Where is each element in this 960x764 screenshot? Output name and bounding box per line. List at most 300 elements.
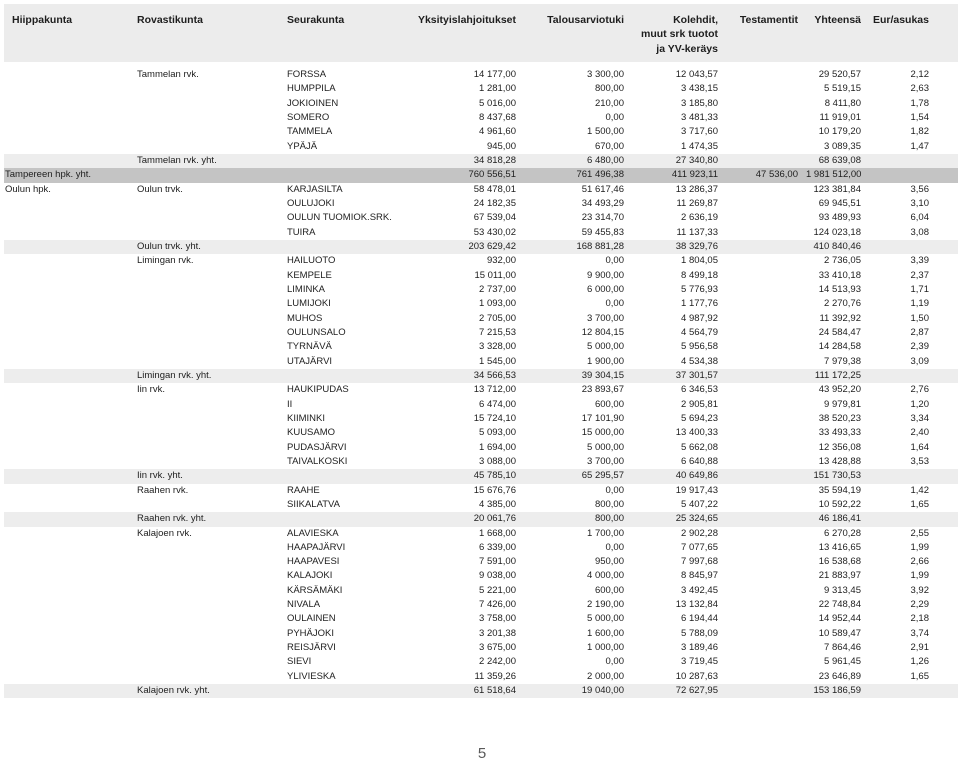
talousarviotuki-cell: 168 881,28 [576, 240, 624, 252]
yhteensa-cell: 2 736,05 [824, 255, 861, 267]
yksityislahjoitukset-cell: 3 088,00 [479, 455, 516, 467]
yhteensa-cell: 10 592,22 [818, 498, 861, 510]
talousarviotuki-cell: 600,00 [594, 584, 624, 596]
talousarviotuki-cell: 23 314,70 [581, 212, 624, 224]
eur-asukas-cell: 3,34 [910, 412, 929, 424]
talousarviotuki-cell: 800,00 [594, 498, 624, 510]
talousarviotuki-cell: 1 700,00 [587, 527, 624, 539]
parish-row [4, 211, 958, 225]
rovastikunta-cell: Tammelan rvk. yht. [137, 154, 217, 166]
kolehdit-cell: 3 189,46 [681, 642, 718, 654]
kolehdit-cell: 2 905,81 [681, 398, 718, 410]
yksityislahjoitukset-cell: 4 385,00 [479, 498, 516, 510]
talousarviotuki-cell: 5 000,00 [587, 441, 624, 453]
eur-asukas-cell: 1,78 [910, 97, 929, 109]
rovastikunta-cell: Iin rvk. yht. [137, 470, 183, 482]
testamentit-cell: 47 536,00 [755, 169, 798, 181]
rovastikunta-cell [133, 340, 283, 354]
yksityislahjoitukset-cell: 3 201,38 [479, 627, 516, 639]
testamentit-cell [722, 498, 802, 512]
hiippakunta-cell [4, 612, 133, 626]
talousarviotuki-cell: 65 295,57 [581, 470, 624, 482]
parish-row [4, 641, 958, 655]
kolehdit-cell: 13 132,84 [675, 599, 718, 611]
yksityislahjoitukset-cell: 34 566,53 [473, 369, 516, 381]
rovastikunta-cell [133, 641, 283, 655]
seurakunta-cell: HUMPPILA [287, 83, 336, 95]
hiippakunta-cell [4, 269, 133, 283]
kolehdit-cell: 10 287,63 [675, 670, 718, 682]
seurakunta-cell: KALAJOKI [287, 570, 333, 582]
rovastikunta-cell: Tammelan rvk. [137, 69, 199, 80]
yhteensa-cell: 14 952,44 [818, 613, 861, 625]
eur-asukas-cell: 2,37 [910, 269, 929, 281]
yksityislahjoitukset-cell: 53 430,02 [473, 226, 516, 238]
yhteensa-cell: 111 172,25 [814, 369, 861, 381]
donations-table-body [4, 68, 958, 698]
eur-asukas-cell: 3,92 [910, 584, 929, 596]
rovastikunta-cell: Limingan rvk. yht. [137, 369, 212, 381]
testamentit-cell [722, 455, 802, 469]
kolehdit-cell: 27 340,80 [675, 154, 718, 166]
testamentit-cell [722, 584, 802, 598]
seurakunta-cell: REISJÄRVI [287, 642, 336, 654]
eur-asukas-cell [865, 512, 958, 526]
testamentit-cell [722, 555, 802, 569]
talousarviotuki-cell: 3 300,00 [587, 69, 624, 80]
kolehdit-cell: 4 564,79 [681, 326, 718, 338]
hiippakunta-cell [4, 569, 133, 583]
yhteensa-cell: 124 023,18 [813, 226, 861, 238]
eur-asukas-cell: 2,39 [910, 341, 929, 353]
deanery-subtotal-row [4, 469, 958, 483]
rovastikunta-cell [133, 211, 283, 225]
hiippakunta-cell [4, 297, 133, 311]
kolehdit-cell: 411 923,11 [671, 169, 718, 181]
header-kolehdit-line-2: muut srk tuotot [641, 28, 718, 41]
talousarviotuki-cell: 1 600,00 [587, 627, 624, 639]
yhteensa-cell: 38 520,23 [818, 412, 861, 424]
yhteensa-cell: 123 381,84 [813, 183, 861, 195]
hiippakunta-cell [4, 283, 133, 297]
kolehdit-cell: 3 438,15 [681, 83, 718, 95]
talousarviotuki-cell: 800,00 [594, 83, 624, 95]
testamentit-cell [722, 627, 802, 641]
kolehdit-cell: 38 329,76 [675, 240, 718, 252]
eur-asukas-cell: 3,53 [910, 455, 929, 467]
kolehdit-cell: 13 400,33 [675, 427, 718, 439]
yksityislahjoitukset-cell: 15 011,00 [474, 269, 516, 281]
yhteensa-cell: 7 979,38 [824, 355, 861, 367]
talousarviotuki-cell: 19 040,00 [581, 685, 624, 697]
hiippakunta-cell [4, 82, 133, 96]
deanery-subtotal-row [4, 684, 958, 698]
rovastikunta-cell [133, 441, 283, 455]
yhteensa-cell: 13 428,88 [818, 455, 861, 467]
talousarviotuki-cell: 0,00 [605, 656, 624, 668]
yhteensa-cell: 3 089,35 [824, 140, 861, 152]
hiippakunta-cell [4, 355, 133, 369]
parish-row [4, 569, 958, 583]
header-testamentit: Testamentit [739, 14, 798, 26]
talousarviotuki-cell: 51 617,46 [581, 183, 624, 195]
yhteensa-cell: 22 748,84 [818, 599, 861, 611]
eur-asukas-cell: 1,42 [910, 484, 929, 496]
yksityislahjoitukset-cell: 58 478,01 [473, 183, 516, 195]
seurakunta-cell: KEMPELE [287, 269, 332, 281]
header-talousarviotuki: Talousarviotuki [547, 14, 624, 26]
talousarviotuki-cell: 3 700,00 [587, 455, 624, 467]
rovastikunta-cell: Oulun trvk. [137, 183, 183, 195]
testamentit-cell [722, 340, 802, 354]
rovastikunta-cell [133, 426, 283, 440]
yhteensa-cell: 9 979,81 [824, 398, 861, 410]
hiippakunta-cell [4, 670, 133, 684]
kolehdit-cell: 5 776,93 [681, 283, 718, 295]
yhteensa-cell: 8 411,80 [824, 97, 861, 109]
hiippakunta-cell [4, 240, 133, 254]
yhteensa-cell: 2 270,76 [824, 298, 861, 310]
yksityislahjoitukset-cell: 7 215,53 [479, 326, 516, 338]
hiippakunta-cell [4, 498, 133, 512]
yhteensa-cell: 29 520,57 [818, 69, 861, 80]
rovastikunta-cell [133, 355, 283, 369]
rovastikunta-cell [133, 541, 283, 555]
eur-asukas-cell [865, 240, 958, 254]
talousarviotuki-cell: 23 893,67 [581, 384, 624, 396]
yksityislahjoitukset-cell: 760 556,51 [468, 169, 516, 181]
parish-row [4, 398, 958, 412]
talousarviotuki-cell: 2 190,00 [587, 599, 624, 611]
yhteensa-cell: 6 270,28 [824, 527, 861, 539]
seurakunta-cell [283, 240, 400, 254]
talousarviotuki-cell: 2 000,00 [587, 670, 624, 682]
rovastikunta-cell [133, 140, 283, 154]
yhteensa-cell: 1 981 512,00 [806, 169, 862, 181]
hiippakunta-cell [4, 584, 133, 598]
yksityislahjoitukset-cell: 9 038,00 [479, 570, 516, 582]
testamentit-cell [722, 226, 802, 240]
yksityislahjoitukset-cell: 1 093,00 [479, 298, 516, 310]
yksityislahjoitukset-cell: 15 724,10 [473, 412, 516, 424]
talousarviotuki-cell: 12 804,15 [581, 326, 624, 338]
kolehdit-cell: 1 474,35 [681, 140, 718, 152]
testamentit-cell [722, 197, 802, 211]
eur-asukas-cell: 2,40 [910, 427, 929, 439]
yhteensa-cell: 33 410,18 [818, 269, 861, 281]
eur-asukas-cell: 1,19 [910, 298, 929, 310]
talousarviotuki-cell: 9 900,00 [587, 269, 624, 281]
testamentit-cell [722, 140, 802, 154]
parish-row [4, 426, 958, 440]
yhteensa-cell: 46 186,41 [818, 513, 861, 525]
yksityislahjoitukset-cell: 945,00 [486, 140, 516, 152]
yksityislahjoitukset-cell: 3 328,00 [479, 341, 516, 353]
parish-row [4, 655, 958, 669]
rovastikunta-cell: Iin rvk. [137, 384, 165, 396]
parish-row [4, 97, 958, 111]
talousarviotuki-cell: 6 480,00 [587, 154, 624, 166]
kolehdit-cell: 12 043,57 [675, 69, 718, 80]
parish-row [4, 297, 958, 311]
yhteensa-cell: 13 416,65 [818, 541, 861, 553]
kolehdit-cell: 2 902,28 [681, 527, 718, 539]
yksityislahjoitukset-cell: 1 668,00 [479, 527, 516, 539]
parish-row [4, 283, 958, 297]
parish-row [4, 340, 958, 354]
yksityislahjoitukset-cell: 13 712,00 [473, 384, 516, 396]
parish-row [4, 455, 958, 469]
eur-asukas-cell: 2,91 [910, 642, 929, 654]
yhteensa-cell: 5 519,15 [824, 83, 861, 95]
kolehdit-cell: 13 286,37 [675, 183, 718, 195]
eur-asukas-cell [865, 469, 958, 483]
rovastikunta-cell [133, 269, 283, 283]
testamentit-cell [722, 355, 802, 369]
eur-asukas-cell: 3,08 [910, 226, 929, 238]
hiippakunta-cell [4, 140, 133, 154]
kolehdit-cell: 25 324,65 [675, 513, 718, 525]
testamentit-cell [722, 684, 802, 698]
yhteensa-cell: 24 584,47 [818, 326, 861, 338]
seurakunta-cell: KUUSAMO [287, 427, 336, 439]
seurakunta-cell: TAIVALKOSKI [287, 455, 348, 467]
eur-asukas-cell: 1,82 [910, 126, 929, 138]
talousarviotuki-cell: 0,00 [605, 541, 624, 553]
seurakunta-cell: NIVALA [287, 599, 321, 611]
hiippakunta-cell [4, 312, 133, 326]
seurakunta-cell: OULUJOKI [287, 197, 335, 209]
testamentit-cell [722, 527, 802, 541]
seurakunta-cell: SOMERO [287, 111, 330, 123]
yhteensa-cell: 93 489,93 [818, 212, 861, 224]
hiippakunta-cell [4, 598, 133, 612]
hiippakunta-cell [4, 111, 133, 125]
kolehdit-cell: 4 987,92 [681, 312, 718, 324]
testamentit-cell [722, 97, 802, 111]
talousarviotuki-cell: 1 500,00 [587, 126, 624, 138]
yksityislahjoitukset-cell: 2 737,00 [479, 283, 516, 295]
seurakunta-cell: PYHÄJOKI [287, 627, 334, 639]
seurakunta-cell: KIIMINKI [287, 412, 326, 424]
hiippakunta-cell [4, 154, 133, 168]
rovastikunta-cell [133, 297, 283, 311]
yhteensa-cell: 12 356,08 [818, 441, 861, 453]
hiippakunta-cell [4, 125, 133, 139]
hiippakunta-cell [4, 641, 133, 655]
kolehdit-cell: 3 717,60 [681, 126, 718, 138]
rovastikunta-cell [133, 598, 283, 612]
parish-row [4, 484, 958, 498]
parish-row [4, 555, 958, 569]
seurakunta-cell: LIMINKA [287, 283, 326, 295]
testamentit-cell [722, 111, 802, 125]
eur-asukas-cell: 6,04 [910, 212, 929, 224]
testamentit-cell [722, 569, 802, 583]
talousarviotuki-cell: 6 000,00 [587, 283, 624, 295]
rovastikunta-cell: Kalajoen rvk. yht. [137, 685, 210, 697]
yhteensa-cell: 10 589,47 [818, 627, 861, 639]
seurakunta-cell: KARJASILTA [287, 183, 343, 195]
parish-row [4, 82, 958, 96]
kolehdit-cell: 8 499,18 [681, 269, 718, 281]
rovastikunta-cell [133, 97, 283, 111]
eur-asukas-cell [865, 369, 958, 383]
parish-row [4, 197, 958, 211]
seurakunta-cell: HAILUOTO [287, 255, 336, 267]
kolehdit-cell: 8 845,97 [681, 570, 718, 582]
hiippakunta-cell [4, 254, 133, 268]
testamentit-cell [722, 154, 802, 168]
seurakunta-cell [283, 469, 400, 483]
rovastikunta-cell [133, 226, 283, 240]
yksityislahjoitukset-cell: 1 545,00 [479, 355, 516, 367]
talousarviotuki-cell: 950,00 [594, 556, 624, 568]
yhteensa-cell: 14 513,93 [818, 283, 861, 295]
yksityislahjoitukset-cell: 34 818,28 [473, 154, 516, 166]
kolehdit-cell: 72 627,95 [675, 685, 718, 697]
eur-asukas-cell: 1,54 [910, 111, 929, 123]
eur-asukas-cell: 2,29 [910, 599, 929, 611]
testamentit-cell [722, 670, 802, 684]
yksityislahjoitukset-cell: 3 675,00 [479, 642, 516, 654]
eur-asukas-cell: 3,39 [910, 255, 929, 267]
talousarviotuki-cell: 600,00 [594, 398, 624, 410]
rovastikunta-cell: Raahen rvk. [137, 484, 189, 496]
header-row [4, 4, 958, 62]
testamentit-cell [722, 541, 802, 555]
yhteensa-cell: 68 639,08 [818, 154, 861, 166]
parish-row [4, 68, 958, 82]
header-kolehdit-line-3: ja YV-keräys [656, 42, 718, 55]
yksityislahjoitukset-cell: 5 221,00 [479, 584, 516, 596]
yksityislahjoitukset-cell: 2 242,00 [479, 656, 516, 668]
testamentit-cell [722, 612, 802, 626]
kolehdit-cell: 5 662,08 [681, 441, 718, 453]
eur-asukas-cell: 3,74 [910, 627, 929, 639]
talousarviotuki-cell: 210,00 [594, 97, 624, 109]
rovastikunta-cell [133, 412, 283, 426]
testamentit-cell [722, 383, 802, 397]
rovastikunta-cell: Raahen rvk. yht. [137, 513, 207, 525]
kolehdit-cell: 4 534,38 [681, 355, 718, 367]
kolehdit-cell: 6 346,53 [681, 384, 718, 396]
table-rows [4, 68, 958, 698]
hiippakunta-cell [4, 512, 133, 526]
seurakunta-cell: YPÄJÄ [287, 140, 318, 152]
yhteensa-cell: 21 883,97 [818, 570, 861, 582]
header-yhteensa: Yhteensä [814, 14, 861, 26]
eur-asukas-cell: 1,71 [910, 283, 929, 295]
parish-row [4, 441, 958, 455]
testamentit-cell [722, 484, 802, 498]
hiippakunta-cell [4, 527, 133, 541]
talousarviotuki-cell: 34 493,29 [581, 197, 624, 209]
testamentit-cell [722, 125, 802, 139]
kolehdit-cell: 5 788,09 [681, 627, 718, 639]
rovastikunta-cell [133, 82, 283, 96]
kolehdit-cell: 3 185,80 [681, 97, 718, 109]
header-seurakunta: Seurakunta [287, 14, 345, 26]
seurakunta-cell: YLIVIESKA [287, 670, 336, 682]
eur-asukas-cell: 1,64 [910, 441, 929, 453]
testamentit-cell [722, 82, 802, 96]
seurakunta-cell: HAAPAJÄRVI [287, 541, 346, 553]
testamentit-cell [722, 641, 802, 655]
kolehdit-cell: 3 719,45 [681, 656, 718, 668]
parish-row [4, 598, 958, 612]
seurakunta-cell: ALAVIESKA [287, 527, 339, 539]
seurakunta-cell: OULUNSALO [287, 326, 346, 338]
rovastikunta-cell [133, 555, 283, 569]
hiippakunta-cell [4, 369, 133, 383]
kolehdit-cell: 19 917,43 [675, 484, 718, 496]
eur-asukas-cell: 2,87 [910, 326, 929, 338]
parish-row [4, 412, 958, 426]
seurakunta-cell: FORSSA [287, 69, 327, 80]
seurakunta-cell: JOKIOINEN [287, 97, 339, 109]
header-kolehdit-line-1: Kolehdit, [673, 14, 718, 26]
yksityislahjoitukset-cell: 5 016,00 [479, 97, 516, 109]
hiippakunta-cell [4, 541, 133, 555]
rovastikunta-cell [133, 612, 283, 626]
eur-asukas-cell: 1,99 [910, 541, 929, 553]
testamentit-cell [722, 211, 802, 225]
rovastikunta-cell [133, 498, 283, 512]
yksityislahjoitukset-cell: 2 705,00 [479, 312, 516, 324]
parish-row [4, 355, 958, 369]
hiippakunta-cell [4, 226, 133, 240]
kolehdit-cell: 5 694,23 [681, 412, 718, 424]
hiippakunta-cell [4, 398, 133, 412]
hiippakunta-cell [4, 197, 133, 211]
parish-row [4, 670, 958, 684]
parish-row [4, 527, 958, 541]
talousarviotuki-cell: 59 455,83 [581, 226, 624, 238]
yhteensa-cell: 69 945,51 [818, 197, 861, 209]
eur-asukas-cell: 1,26 [910, 656, 929, 668]
eur-asukas-cell: 2,63 [910, 83, 929, 95]
parish-row [4, 627, 958, 641]
rovastikunta-cell [133, 584, 283, 598]
seurakunta-cell: HAAPAVESI [287, 556, 340, 568]
testamentit-cell [722, 369, 802, 383]
testamentit-cell [722, 297, 802, 311]
yksityislahjoitukset-cell: 4 961,60 [479, 126, 516, 138]
rovastikunta-cell [133, 670, 283, 684]
rovastikunta-cell [133, 627, 283, 641]
yhteensa-cell: 43 952,20 [818, 384, 861, 396]
seurakunta-cell [283, 512, 400, 526]
seurakunta-cell: HAUKIPUDAS [287, 384, 349, 396]
yhteensa-cell: 11 919,01 [819, 111, 861, 123]
seurakunta-cell: TAMMELA [287, 126, 333, 138]
talousarviotuki-cell: 39 304,15 [581, 369, 624, 381]
testamentit-cell [722, 398, 802, 412]
seurakunta-cell: UTAJÄRVI [287, 355, 333, 367]
testamentit-cell [722, 240, 802, 254]
eur-asukas-cell [865, 684, 958, 698]
eur-asukas-cell: 1,20 [910, 398, 929, 410]
seurakunta-cell: OULUN TUOMIOK.SRK. [287, 212, 392, 224]
parish-row [4, 269, 958, 283]
hiippakunta-cell [4, 383, 133, 397]
testamentit-cell [722, 426, 802, 440]
header-hiippakunta: Hiippakunta [12, 14, 73, 26]
talousarviotuki-cell: 0,00 [605, 298, 624, 310]
hiippakunta-cell [4, 484, 133, 498]
yksityislahjoitukset-cell: 3 758,00 [479, 613, 516, 625]
